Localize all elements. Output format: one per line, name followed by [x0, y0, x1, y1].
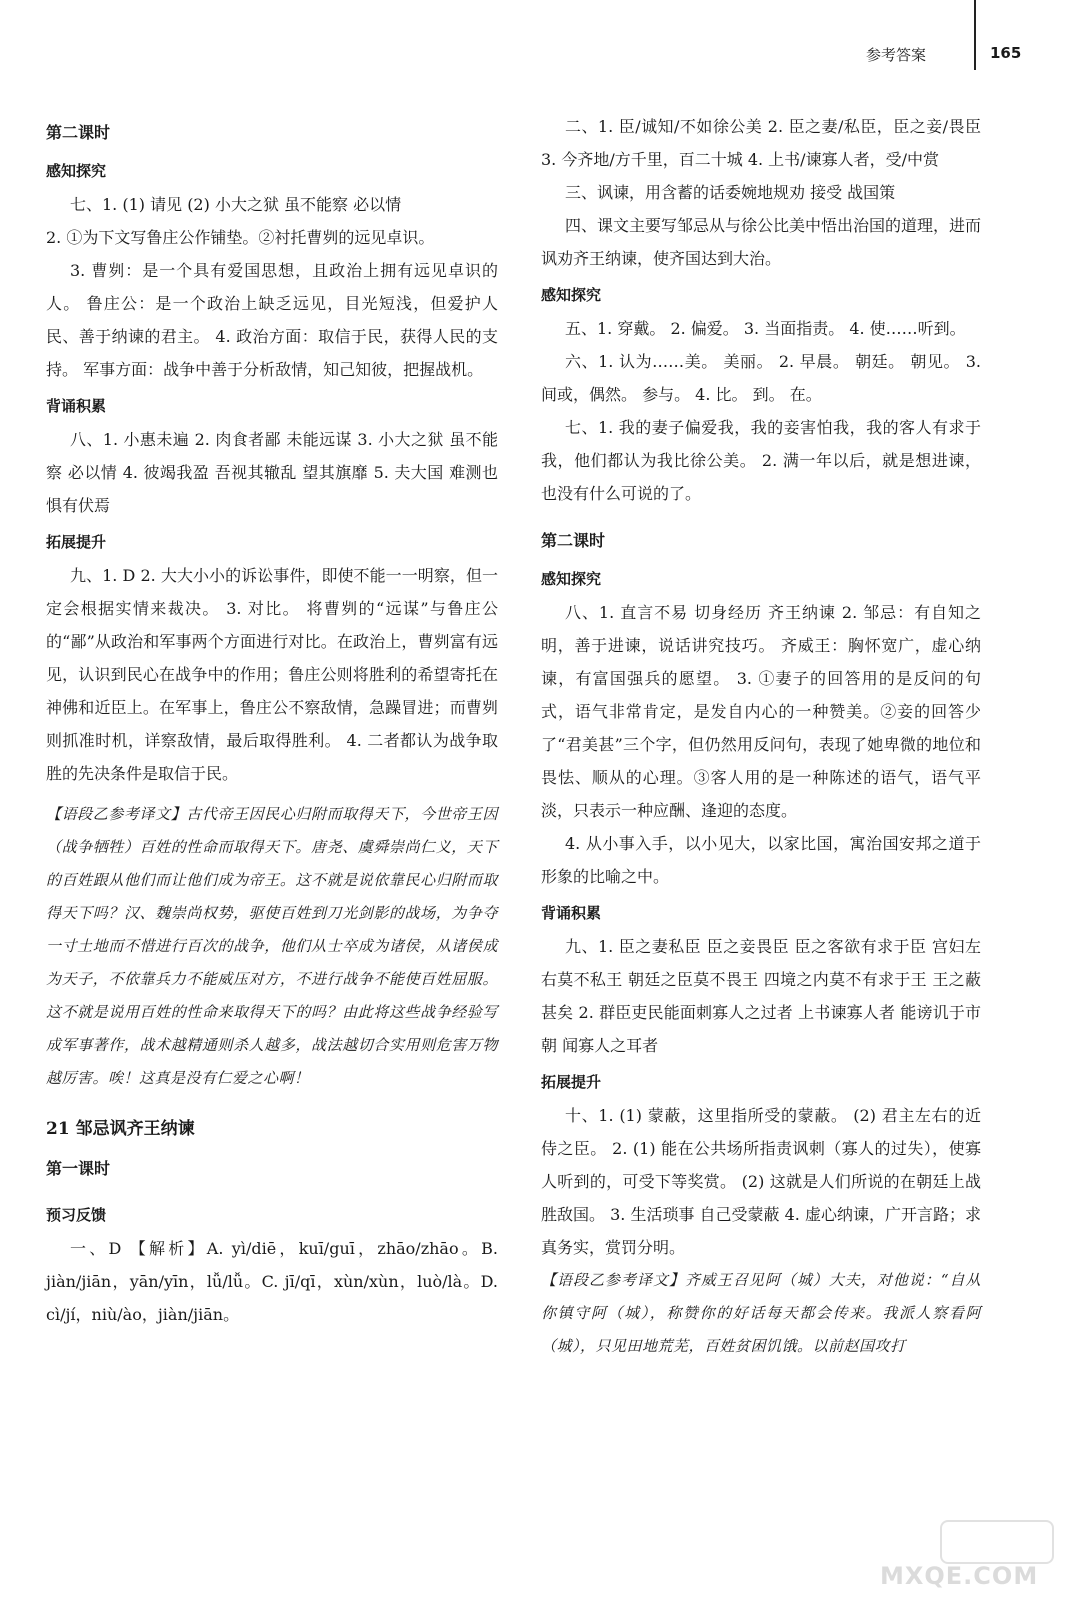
answer-8-b: 4. 从小事入手，以小见大，以家比国，寓治国安邦之道于形象的比喻之中。 [541, 834, 981, 886]
section-heading: 拓展提升 [541, 1073, 602, 1091]
answer-9: 九、1. 臣之妻私臣 臣之妾畏臣 臣之客欲有求于臣 宫妇左右莫不私王 朝廷之臣莫不畏王 四境之内莫不有求于王 王之蔽甚矣 2. 群臣吏民能面刺寡人之过者 上书谏寡人者 能谤讥于市朝 闻寡人之耳者 [541, 937, 981, 1055]
answer-7: 七、1. 我的妻子偏爱我，我的妾害怕我，我的客人有求于我，他们都认为我比徐公美。 2. 满一年以后，就是想进谏，也没有什么可说的了。 [541, 418, 981, 503]
answer-3: 三、讽谏，用含蓄的话委婉地规劝 接受 战国策 [565, 183, 896, 202]
header-divider [974, 0, 976, 70]
answer-7-1: 七、1. (1) 请见 (2) 小大之狱 虽不能察 必以情 [70, 195, 402, 214]
lesson-title: 第二课时 [46, 123, 111, 142]
section-heading: 感知探究 [541, 570, 602, 588]
watermark-badge-icon [940, 1520, 1054, 1564]
left-column [46, 110, 498, 1331]
answer-7-2: 2. ①为下文写鲁庄公作铺垫。②衬托曹刿的远见卓识。 [46, 228, 435, 247]
answer-8-a: 八、1. 直言不易 切身经历 齐王纳谏 2. 邹忌：有自知之明，善于进谏，说话讲究技巧。 齐威王：胸怀宽广，虚心纳谏，有富国强兵的愿望。 3. ①妻子的回答用的是反问的句式，语气非常肯定，是发自内心的一种赞美。②妾的回答少了“君美甚”三个字，但仍然用反问句，表现了她卑微的地位和畏怯、顺从的心理。③客人用的是一种陈述的语气，语气平淡，只表示一种应酬、逢迎的态度。 [541, 603, 981, 820]
answer-4: 四、课文主要写邹忌从与徐公比美中悟出治国的道理，进而讽劝齐王纳谏，使齐国达到大治。 [541, 216, 982, 268]
translation-passage: 【语段乙参考译文】齐威王召见阿（城）大夫，对他说：“自从你镇守阿（城），称赞你的好话每天都会传来。我派人察看阿（城），只见田地荒芜，百姓贫困饥饿。以前赵国攻打 [541, 1271, 981, 1355]
section-heading: 感知探究 [541, 286, 602, 304]
answer-6: 六、1. 认为……美。 美丽。 2. 早晨。 朝廷。 朝见。 3. 间或，偶然。 参与。 4. 比。 到。 在。 [541, 352, 981, 404]
page-number: 165 [990, 44, 1022, 62]
watermark-logo [880, 1520, 1060, 1590]
answer-1: 一、D 【解析】A. yì/diē，kuī/guī，zhāo/zhāo。B. jiàn/jiān，yān/yīn，lǚ/lǚ。C. jī/qī，xùn/xùn，luò/là。D. cì/jí，niù/ào，jiàn/jiān。 [46, 1239, 498, 1324]
chapter-title: 21 邹忌讽齐王纳谏 [46, 1119, 195, 1139]
lesson-title: 第二课时 [541, 531, 606, 550]
running-header: 参考答案 [866, 46, 927, 64]
section-heading: 感知探究 [46, 162, 107, 180]
translation-passage: 【语段乙参考译文】古代帝王因民心归附而取得天下，今世帝王因（战争牺牲）百姓的性命而取得天下。唐尧、虞舜崇尚仁义，天下的百姓跟从他们而让他们成为帝王。这不就是说依靠民心归附而取得天下吗？汉、魏崇尚权势，驱使百姓到刀光剑影的战场，为争夺一寸土地而不惜进行百次的战争，他们从士卒成为诸侯，从诸侯成为天子，不依靠兵力不能威压对方，不进行战争不能使百姓屈服。这不就是说用百姓的性命来取得天下的吗？由此将这些战争经验写成军事著作，战术越精通则杀人越多，战法越切合实用则危害万物越厉害。唉！这真是没有仁爱之心啊！ [46, 805, 498, 1087]
answer-10: 十、1. (1) 蒙蔽，这里指所受的蒙蔽。 (2) 君主左右的近侍之臣。 2. (1) 能在公共场所指责讽刺（寡人的过失），使寡人听到的，可受下等奖赏。 (2) 这就是人们所说的在朝廷上战胜敌国。 3. 生活琐事 自己受蒙蔽 4. 虚心纳谏，广开言路；求真务实，赏罚分明。 [541, 1106, 981, 1257]
answer-5: 五、1. 穿戴。 2. 偏爱。 3. 当面指责。 4. 使……听到。 [565, 319, 966, 338]
lesson-title: 第一课时 [46, 1159, 111, 1178]
section-heading: 拓展提升 [46, 533, 107, 551]
answer-2: 二、1. 臣/诚知/不如徐公美 2. 臣之妻/私臣，臣之妾/畏臣 3. 今齐地/方千里，百二十城 4. 上书/谏寡人者，受/中赏 [541, 117, 981, 169]
section-heading: 背诵积累 [541, 904, 602, 922]
watermark-text: MXQE.COM [880, 1562, 1039, 1590]
right-column [541, 110, 981, 1363]
answer-8: 八、1. 小惠未遍 2. 肉食者鄙 未能远谋 3. 小大之狱 虽不能察 必以情 4. 彼竭我盈 吾视其辙乱 望其旗靡 5. 夫大国 难测也 惧有伏焉 [46, 430, 498, 515]
answer-7-3: 3. 曹刿：是一个具有爱国思想，且政治上拥有远见卓识的人。 鲁庄公：是一个政治上缺乏远见，目光短浅，但爱护人民、善于纳谏的君主。 4. 政治方面：取信于民，获得人民的支持。 军事方面：战争中善于分析敌情，知己知彼，把握战机。 [46, 261, 498, 379]
answer-9: 九、1. D 2. 大大小小的诉讼事件，即使不能一一明察，但一定会根据实情来裁决。 3. 对比。 将曹刿的“远谋”与鲁庄公的“鄙”从政治和军事两个方面进行对比。在政治上，曹刿富有远见，认识到民心在战争中的作用；鲁庄公则将胜利的希望寄托在神佛和近臣上。在军事上，鲁庄公不察敌情，急躁冒进；而曹刿则抓准时机，详察敌情，最后取得胜利。 4. 二者都认为战争取胜的先决条件是取信于民。 [46, 566, 498, 783]
section-heading: 背诵积累 [46, 397, 107, 415]
section-heading: 预习反馈 [46, 1206, 107, 1224]
